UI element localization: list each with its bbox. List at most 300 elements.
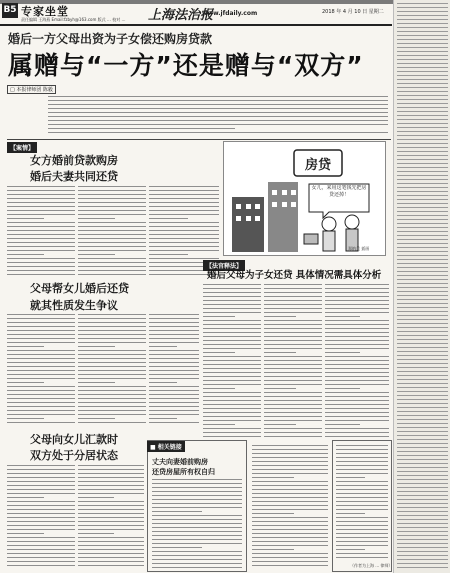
body-text-col3b [78,464,144,570]
text-line [203,436,261,437]
text-line [397,59,448,60]
text-line [78,214,146,215]
law-text-col3 [325,283,389,438]
text-line [397,283,448,284]
text-line [149,386,199,387]
text-line [397,415,448,416]
text-line [78,366,146,367]
text-line [325,300,389,301]
text-line [336,477,365,478]
text-line [336,517,388,518]
text-line [397,527,448,528]
section-title: 专家坐堂 [21,5,69,18]
text-line [7,254,44,255]
text-line [78,378,146,379]
text-line [336,453,388,454]
text-line [7,314,75,315]
text-line [78,330,146,331]
text-line [252,501,328,502]
text-line [397,195,448,196]
text-line [264,308,322,309]
text-line [7,422,75,423]
text-line [78,382,115,383]
text-line [264,356,322,357]
text-line [397,547,448,548]
text-line [149,218,188,219]
text-line [78,398,146,399]
text-line [48,124,388,125]
text-line [252,465,328,466]
text-line [336,461,388,462]
text-line [325,404,389,405]
text-line [78,250,146,251]
text-line [325,288,389,289]
text-line [7,493,75,494]
text-line [397,99,448,100]
text-line [325,372,389,373]
text-line [264,388,296,389]
text-line [397,167,448,168]
text-line [78,521,144,522]
text-line [397,199,448,200]
text-line [78,465,144,466]
text-line [397,71,448,72]
text-line [336,481,388,482]
text-line [78,254,115,255]
text-line [336,501,388,502]
text-line [149,214,219,215]
text-line [149,382,177,383]
text-line [397,335,448,336]
text-line [264,432,322,433]
text-line [252,497,328,498]
text-line [325,380,389,381]
text-line [7,505,75,506]
text-line [252,469,328,470]
text-line [264,344,322,345]
note-text [336,444,388,560]
body-text-col1b [78,185,146,277]
text-line [7,557,75,558]
text-line [397,419,448,420]
text-line [7,354,75,355]
text-line [149,186,219,187]
text-line [325,396,389,397]
text-line [203,420,261,421]
text-line [7,465,75,466]
text-line [7,410,75,411]
text-line [203,432,261,433]
text-line [7,477,75,478]
text-line [7,521,75,522]
text-line [325,284,389,285]
text-line [325,336,389,337]
author-note: （作者为上海 … 律师） [350,563,393,568]
body-text-col2c [149,313,199,425]
text-line [78,513,144,514]
text-line [7,202,75,203]
text-line [336,529,388,530]
text-line [78,246,146,247]
text-line [397,55,448,56]
text-line [78,370,146,371]
text-line [397,139,448,140]
text-line [78,505,144,506]
text-line [7,513,75,514]
text-line [48,128,235,129]
text-line [264,304,322,305]
body-text-col4 [252,444,328,570]
text-line [264,416,322,417]
text-line [149,190,219,191]
text-line [149,210,219,211]
text-line [397,119,448,120]
text-line [203,384,261,385]
text-line [78,517,144,518]
text-line [203,372,261,373]
text-line [336,445,388,446]
text-line [149,390,199,391]
text-line [397,363,448,364]
text-line [397,271,448,272]
text-line [7,509,75,510]
text-line [149,422,199,423]
text-line [397,111,448,112]
text-line [325,424,360,425]
text-line [152,531,242,532]
text-line [7,230,75,231]
text-line [397,131,448,132]
text-line [152,507,242,508]
text-line [7,406,75,407]
text-line [397,355,448,356]
text-line [48,96,388,97]
text-line [336,509,388,510]
text-line [397,323,448,324]
text-line [264,364,322,365]
text-line [7,565,75,566]
text-line [397,411,448,412]
text-line [48,104,388,105]
text-line [397,483,448,484]
text-line [78,549,144,550]
text-line [264,396,322,397]
text-line [325,304,389,305]
text-line [336,469,388,470]
text-line [203,356,261,357]
text-line [264,348,322,349]
text-line [203,400,261,401]
text-line [203,336,261,337]
text-line [78,481,144,482]
text-line [203,352,235,353]
text-line [336,493,388,494]
text-line [203,308,261,309]
text-line [397,567,448,568]
text-line [397,467,448,468]
text-line [7,246,75,247]
text-line [397,231,448,232]
section3-title-line1: 父母向女儿汇款时 [30,433,118,446]
text-line [152,563,242,564]
text-line [397,543,448,544]
text-line [397,235,448,236]
text-line [397,15,448,16]
text-line [397,175,448,176]
text-line [78,394,146,395]
text-line [397,519,448,520]
text-line [203,324,261,325]
text-line [7,338,75,339]
text-line [78,485,144,486]
text-line [397,371,448,372]
text-line [78,338,146,339]
text-line [7,537,75,538]
text-line [397,203,448,204]
text-line [325,292,389,293]
text-line [336,457,388,458]
text-line [325,348,389,349]
text-line [203,332,261,333]
text-line [325,320,389,321]
law-text-col1 [203,283,261,438]
text-line [78,553,144,554]
text-line [397,103,448,104]
text-line [78,234,146,235]
text-line [149,350,199,351]
text-line [7,370,75,371]
text-line [7,469,75,470]
text-line [397,507,448,508]
text-line [203,284,261,285]
text-line [397,367,448,368]
text-line [397,407,448,408]
text-line [149,314,199,315]
text-line [7,525,75,526]
text-line [7,242,75,243]
text-line [7,497,44,498]
text-line [78,529,144,530]
text-line [78,473,144,474]
text-line [78,501,144,502]
text-line [149,206,219,207]
text-line [325,356,389,357]
text-line [7,190,75,191]
loan-sign-label: 房贷 [304,158,332,173]
text-line [397,431,448,432]
text-line [7,198,75,199]
text-line [252,461,328,462]
text-line [397,75,448,76]
text-line [397,455,448,456]
body-text-col2a [7,313,75,425]
text-line [264,320,322,321]
text-line [152,567,242,568]
text-line [252,445,328,446]
text-line [336,537,388,538]
text-line [397,147,448,148]
text-line [7,274,75,275]
text-line [397,115,448,116]
text-line [397,327,448,328]
text-line [397,263,448,264]
text-line [7,346,44,347]
text-line [7,210,75,211]
text-line [152,535,242,536]
text-line [7,549,75,550]
text-line [78,422,146,423]
text-line [264,368,322,369]
text-line [325,296,389,297]
text-line [78,222,146,223]
text-line [78,533,114,534]
text-line [149,242,219,243]
paper-url: www.jfdaily.com [202,10,258,17]
text-line [325,364,389,365]
text-line [325,360,389,361]
text-line [397,495,448,496]
text-line [325,416,389,417]
text-line [397,563,448,564]
text-line [397,207,448,208]
text-line [397,339,448,340]
text-line [397,423,448,424]
text-line [149,334,199,335]
text-line [149,402,199,403]
text-line [252,477,294,478]
text-line [149,366,199,367]
text-line [397,531,448,532]
text-line [78,186,146,187]
text-line [7,350,75,351]
text-line [336,549,365,550]
text-line [152,543,242,544]
text-line [397,95,448,96]
text-line [149,342,199,343]
text-line [397,87,448,88]
text-line [325,384,389,385]
text-line [397,63,448,64]
text-line [7,485,75,486]
text-line [252,517,328,518]
text-line [397,127,448,128]
text-line [78,509,144,510]
text-line [264,412,322,413]
text-line [264,380,322,381]
text-line [78,266,146,267]
text-line [325,368,389,369]
text-line [397,391,448,392]
text-line [397,399,448,400]
text-line [78,537,144,538]
text-line [264,316,296,317]
text-line [149,250,219,251]
text-line [325,344,389,345]
text-line [149,378,199,379]
text-line [397,451,448,452]
text-line [152,519,242,520]
text-line [397,83,448,84]
text-line [7,342,75,343]
text-line [325,340,389,341]
text-line [7,214,75,215]
text-line [78,318,146,319]
text-line [252,529,328,530]
text-line [264,292,322,293]
text-line [252,521,328,522]
text-line [397,35,448,36]
text-line [397,135,448,136]
speech-text: 女儿，来用这笔钱先把房贷还掉！ [311,185,367,198]
text-line [325,388,360,389]
text-line [397,259,448,260]
text-line [397,299,448,300]
text-line [152,511,202,512]
text-line [397,291,448,292]
text-line [203,292,261,293]
text-line [78,202,146,203]
text-line [397,395,448,396]
text-line [78,270,146,271]
text-line [397,219,448,220]
text-line [7,394,75,395]
text-line [152,515,242,516]
text-line [203,412,261,413]
text-line [397,559,448,560]
text-line [252,537,328,538]
text-line [264,428,322,429]
text-line [152,503,242,504]
law-text-col2 [264,283,322,438]
text-line [397,47,448,48]
text-line [78,541,144,542]
text-line [336,521,388,522]
text-line [264,424,296,425]
text-line [7,270,75,271]
text-line [7,517,75,518]
text-line [149,370,199,371]
text-line [203,320,261,321]
text-line [48,112,388,113]
text-line [397,31,448,32]
text-line [149,326,199,327]
text-line [7,206,75,207]
text-line [152,487,242,488]
text-line [7,390,75,391]
text-line [78,489,144,490]
text-line [203,396,261,397]
text-line [7,561,75,562]
text-line [252,457,328,458]
text-line [336,465,388,466]
text-line [152,495,242,496]
body-text-col3a [7,464,75,570]
text-line [7,194,75,195]
text-line [397,503,448,504]
text-line [7,481,75,482]
text-line [264,324,322,325]
text-line [152,479,242,480]
text-line [264,372,322,373]
text-line [78,386,146,387]
text-line [397,123,448,124]
text-line [336,557,388,558]
text-line [397,191,448,192]
text-line [397,163,448,164]
text-line [78,210,146,211]
text-line [264,352,296,353]
text-line [397,555,448,556]
